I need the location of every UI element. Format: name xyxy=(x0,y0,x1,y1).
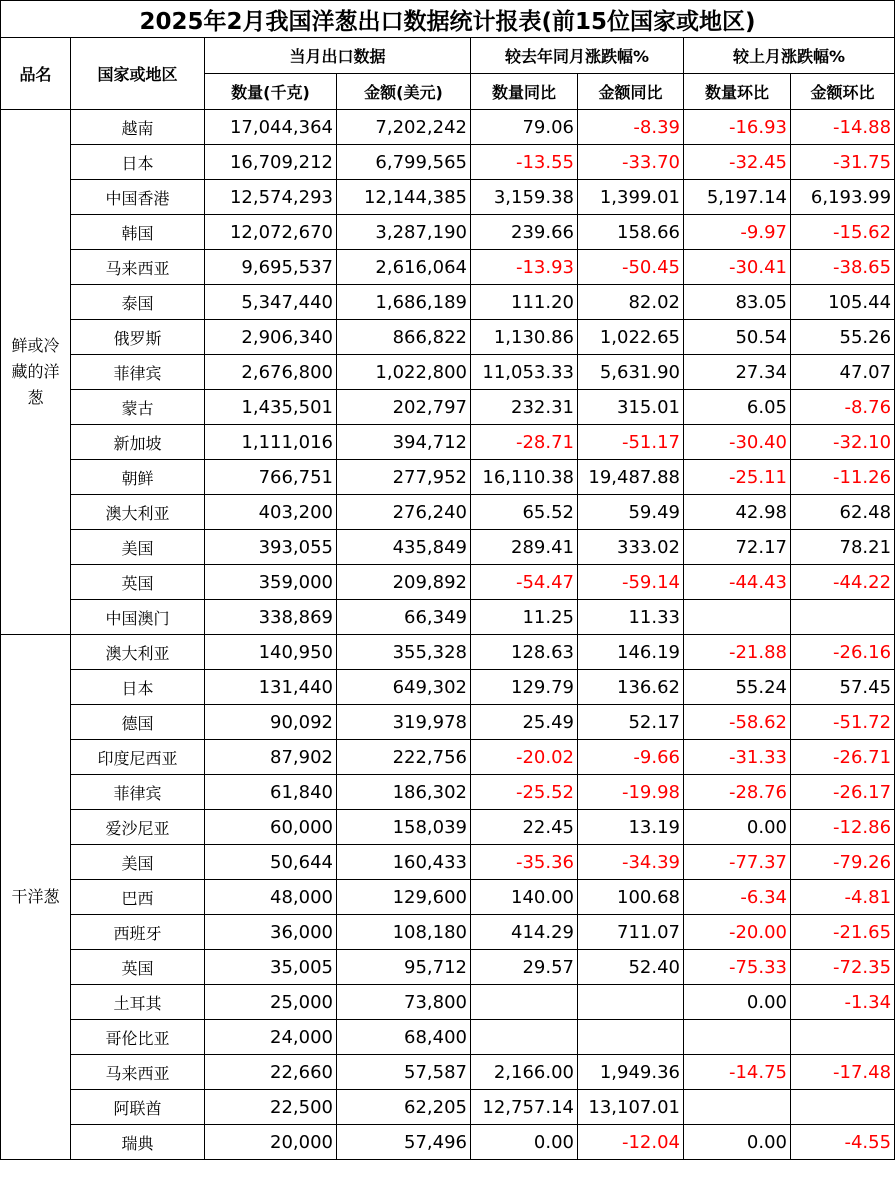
country-cell: 朝鲜 xyxy=(71,460,205,495)
qty-yoy-cell: 11,053.33 xyxy=(471,355,578,390)
amt-yoy-cell: 711.07 xyxy=(578,915,684,950)
table-row xyxy=(1,250,895,285)
amt-yoy-cell xyxy=(578,1020,684,1055)
amt-cell: 319,978 xyxy=(337,705,471,740)
amt-mom-cell: 6,193.99 xyxy=(791,180,895,215)
table-row xyxy=(1,845,895,880)
qty-cell: 2,906,340 xyxy=(205,320,337,355)
country-cell: 哥伦比亚 xyxy=(71,1020,205,1055)
table-row xyxy=(1,145,895,180)
table-row xyxy=(1,460,895,495)
qty-mom-cell: -6.34 xyxy=(684,880,791,915)
amt-mom-cell: -79.26 xyxy=(791,845,895,880)
country-cell: 蒙古 xyxy=(71,390,205,425)
qty-cell: 403,200 xyxy=(205,495,337,530)
amt-cell: 2,616,064 xyxy=(337,250,471,285)
qty-mom-cell: -28.76 xyxy=(684,775,791,810)
amt-yoy-cell: 1,949.36 xyxy=(578,1055,684,1090)
qty-yoy-cell: -20.02 xyxy=(471,740,578,775)
table-row xyxy=(1,495,895,530)
table-row xyxy=(1,880,895,915)
qty-mom-cell: 0.00 xyxy=(684,810,791,845)
qty-yoy-cell: -25.52 xyxy=(471,775,578,810)
country-cell: 巴西 xyxy=(71,880,205,915)
amt-yoy-cell: -50.45 xyxy=(578,250,684,285)
amt-cell: 6,799,565 xyxy=(337,145,471,180)
qty-yoy-cell xyxy=(471,985,578,1020)
country-cell: 美国 xyxy=(71,530,205,565)
qty-yoy-cell: 1,130.86 xyxy=(471,320,578,355)
country-cell: 德国 xyxy=(71,705,205,740)
amt-yoy-cell: 158.66 xyxy=(578,215,684,250)
qty-cell: 2,676,800 xyxy=(205,355,337,390)
qty-cell: 5,347,440 xyxy=(205,285,337,320)
qty-cell: 24,000 xyxy=(205,1020,337,1055)
qty-mom-cell: 50.54 xyxy=(684,320,791,355)
header-yoy: 较去年同月涨跌幅% xyxy=(471,38,684,74)
header-amount-mom: 金额环比 xyxy=(791,74,895,110)
amt-mom-cell: -12.86 xyxy=(791,810,895,845)
amt-mom-cell: -26.17 xyxy=(791,775,895,810)
country-cell: 菲律宾 xyxy=(71,775,205,810)
amt-cell: 129,600 xyxy=(337,880,471,915)
qty-yoy-cell: -28.71 xyxy=(471,425,578,460)
amt-cell: 394,712 xyxy=(337,425,471,460)
amt-yoy-cell: -34.39 xyxy=(578,845,684,880)
amt-cell: 435,849 xyxy=(337,530,471,565)
header-quantity: 数量(千克) xyxy=(205,74,337,110)
amt-cell: 866,822 xyxy=(337,320,471,355)
country-cell: 马来西亚 xyxy=(71,250,205,285)
amt-yoy-cell: 52.40 xyxy=(578,950,684,985)
qty-mom-cell: -44.43 xyxy=(684,565,791,600)
table-row xyxy=(1,390,895,425)
qty-mom-cell: -30.40 xyxy=(684,425,791,460)
amt-mom-cell: -32.10 xyxy=(791,425,895,460)
country-cell: 马来西亚 xyxy=(71,1055,205,1090)
amt-cell: 62,205 xyxy=(337,1090,471,1125)
qty-mom-cell: -77.37 xyxy=(684,845,791,880)
amt-yoy-cell: -51.17 xyxy=(578,425,684,460)
country-cell: 中国香港 xyxy=(71,180,205,215)
qty-mom-cell: 27.34 xyxy=(684,355,791,390)
country-cell: 中国澳门 xyxy=(71,600,205,635)
qty-cell: 131,440 xyxy=(205,670,337,705)
amt-cell: 1,022,800 xyxy=(337,355,471,390)
table-row xyxy=(1,1125,895,1160)
amt-mom-cell: -72.35 xyxy=(791,950,895,985)
country-cell: 新加坡 xyxy=(71,425,205,460)
qty-cell: 35,005 xyxy=(205,950,337,985)
qty-cell: 1,111,016 xyxy=(205,425,337,460)
amt-cell: 222,756 xyxy=(337,740,471,775)
table-body xyxy=(1,110,895,1160)
amt-cell: 1,686,189 xyxy=(337,285,471,320)
country-cell: 瑞典 xyxy=(71,1125,205,1160)
header-country: 国家或地区 xyxy=(71,38,205,110)
table-row xyxy=(1,950,895,985)
amt-cell: 66,349 xyxy=(337,600,471,635)
amt-mom-cell: 62.48 xyxy=(791,495,895,530)
qty-cell: 50,644 xyxy=(205,845,337,880)
country-cell: 爱沙尼亚 xyxy=(71,810,205,845)
qty-yoy-cell: 128.63 xyxy=(471,635,578,670)
qty-mom-cell: -32.45 xyxy=(684,145,791,180)
amt-yoy-cell xyxy=(578,985,684,1020)
qty-mom-cell: -75.33 xyxy=(684,950,791,985)
country-cell: 西班牙 xyxy=(71,915,205,950)
table-row xyxy=(1,670,895,705)
qty-mom-cell: 83.05 xyxy=(684,285,791,320)
table-row xyxy=(1,215,895,250)
table-row xyxy=(1,565,895,600)
table-row xyxy=(1,915,895,950)
table-row xyxy=(1,740,895,775)
product-category: 干洋葱 xyxy=(1,635,71,1160)
amt-mom-cell xyxy=(791,1090,895,1125)
amt-cell: 12,144,385 xyxy=(337,180,471,215)
qty-yoy-cell: -54.47 xyxy=(471,565,578,600)
country-cell: 俄罗斯 xyxy=(71,320,205,355)
qty-cell: 9,695,537 xyxy=(205,250,337,285)
header-quantity-mom: 数量环比 xyxy=(684,74,791,110)
qty-cell: 20,000 xyxy=(205,1125,337,1160)
qty-mom-cell: -58.62 xyxy=(684,705,791,740)
amt-cell: 355,328 xyxy=(337,635,471,670)
amt-cell: 95,712 xyxy=(337,950,471,985)
table-row xyxy=(1,775,895,810)
qty-mom-cell: -20.00 xyxy=(684,915,791,950)
qty-yoy-cell: 25.49 xyxy=(471,705,578,740)
amt-yoy-cell: 13.19 xyxy=(578,810,684,845)
country-cell: 印度尼西亚 xyxy=(71,740,205,775)
amt-cell: 160,433 xyxy=(337,845,471,880)
header-mom: 较上月涨跌幅% xyxy=(684,38,895,74)
qty-yoy-cell: 29.57 xyxy=(471,950,578,985)
qty-mom-cell: -9.97 xyxy=(684,215,791,250)
qty-cell: 22,500 xyxy=(205,1090,337,1125)
amt-cell: 276,240 xyxy=(337,495,471,530)
qty-yoy-cell: 129.79 xyxy=(471,670,578,705)
amt-yoy-cell: 5,631.90 xyxy=(578,355,684,390)
qty-yoy-cell: 111.20 xyxy=(471,285,578,320)
amt-mom-cell: -17.48 xyxy=(791,1055,895,1090)
qty-mom-cell: 72.17 xyxy=(684,530,791,565)
table-row xyxy=(1,320,895,355)
product-category: 鲜或冷藏的洋葱 xyxy=(1,110,71,635)
amt-mom-cell: -31.75 xyxy=(791,145,895,180)
amt-mom-cell: -21.65 xyxy=(791,915,895,950)
qty-yoy-cell: 16,110.38 xyxy=(471,460,578,495)
qty-cell: 12,072,670 xyxy=(205,215,337,250)
table-row xyxy=(1,600,895,635)
qty-cell: 393,055 xyxy=(205,530,337,565)
country-cell: 美国 xyxy=(71,845,205,880)
amt-mom-cell: 47.07 xyxy=(791,355,895,390)
amt-mom-cell: -8.76 xyxy=(791,390,895,425)
amt-yoy-cell: 19,487.88 xyxy=(578,460,684,495)
amt-yoy-cell: 59.49 xyxy=(578,495,684,530)
table-row xyxy=(1,810,895,845)
amt-yoy-cell: -12.04 xyxy=(578,1125,684,1160)
qty-yoy-cell: 79.06 xyxy=(471,110,578,145)
country-cell: 土耳其 xyxy=(71,985,205,1020)
qty-mom-cell: 5,197.14 xyxy=(684,180,791,215)
amt-yoy-cell: 1,399.01 xyxy=(578,180,684,215)
table-row xyxy=(1,425,895,460)
country-cell: 越南 xyxy=(71,110,205,145)
qty-cell: 12,574,293 xyxy=(205,180,337,215)
amt-mom-cell: 78.21 xyxy=(791,530,895,565)
qty-cell: 90,092 xyxy=(205,705,337,740)
qty-mom-cell: -25.11 xyxy=(684,460,791,495)
amt-mom-cell: -4.81 xyxy=(791,880,895,915)
qty-yoy-cell: 11.25 xyxy=(471,600,578,635)
qty-mom-cell: -21.88 xyxy=(684,635,791,670)
table-row xyxy=(1,1055,895,1090)
amt-cell: 202,797 xyxy=(337,390,471,425)
amt-yoy-cell: 52.17 xyxy=(578,705,684,740)
qty-yoy-cell: 12,757.14 xyxy=(471,1090,578,1125)
amt-yoy-cell: 333.02 xyxy=(578,530,684,565)
header-current-month: 当月出口数据 xyxy=(205,38,471,74)
amt-cell: 158,039 xyxy=(337,810,471,845)
qty-yoy-cell: 3,159.38 xyxy=(471,180,578,215)
qty-yoy-cell: 65.52 xyxy=(471,495,578,530)
amt-yoy-cell: 136.62 xyxy=(578,670,684,705)
qty-cell: 36,000 xyxy=(205,915,337,950)
qty-yoy-cell: -13.93 xyxy=(471,250,578,285)
table-row xyxy=(1,1090,895,1125)
country-cell: 菲律宾 xyxy=(71,355,205,390)
amt-mom-cell: -1.34 xyxy=(791,985,895,1020)
amt-cell: 68,400 xyxy=(337,1020,471,1055)
qty-mom-cell xyxy=(684,1090,791,1125)
qty-cell: 25,000 xyxy=(205,985,337,1020)
qty-yoy-cell: 239.66 xyxy=(471,215,578,250)
amt-mom-cell: -38.65 xyxy=(791,250,895,285)
amt-mom-cell: -15.62 xyxy=(791,215,895,250)
qty-cell: 87,902 xyxy=(205,740,337,775)
amt-cell: 3,287,190 xyxy=(337,215,471,250)
header-quantity-yoy: 数量同比 xyxy=(471,74,578,110)
country-cell: 阿联酋 xyxy=(71,1090,205,1125)
amt-mom-cell: -44.22 xyxy=(791,565,895,600)
amt-cell: 57,496 xyxy=(337,1125,471,1160)
amt-cell: 73,800 xyxy=(337,985,471,1020)
amt-mom-cell: -26.16 xyxy=(791,635,895,670)
qty-cell: 359,000 xyxy=(205,565,337,600)
qty-cell: 16,709,212 xyxy=(205,145,337,180)
table-row xyxy=(1,985,895,1020)
amt-yoy-cell: -59.14 xyxy=(578,565,684,600)
amt-yoy-cell: 82.02 xyxy=(578,285,684,320)
qty-cell: 60,000 xyxy=(205,810,337,845)
amt-yoy-cell: 13,107.01 xyxy=(578,1090,684,1125)
qty-cell: 22,660 xyxy=(205,1055,337,1090)
qty-mom-cell xyxy=(684,1020,791,1055)
country-cell: 英国 xyxy=(71,950,205,985)
amt-yoy-cell: 1,022.65 xyxy=(578,320,684,355)
amt-yoy-cell: -9.66 xyxy=(578,740,684,775)
amt-yoy-cell: -19.98 xyxy=(578,775,684,810)
qty-cell: 140,950 xyxy=(205,635,337,670)
amt-mom-cell: 55.26 xyxy=(791,320,895,355)
table-title: 2025年2月我国洋葱出口数据统计报表(前15位国家或地区) xyxy=(1,1,895,38)
country-cell: 英国 xyxy=(71,565,205,600)
amt-mom-cell: -4.55 xyxy=(791,1125,895,1160)
table-row xyxy=(1,285,895,320)
amt-cell: 57,587 xyxy=(337,1055,471,1090)
amt-cell: 649,302 xyxy=(337,670,471,705)
table-row xyxy=(1,635,895,670)
amt-yoy-cell: 11.33 xyxy=(578,600,684,635)
qty-yoy-cell: 22.45 xyxy=(471,810,578,845)
qty-yoy-cell: 289.41 xyxy=(471,530,578,565)
country-cell: 澳大利亚 xyxy=(71,495,205,530)
table-row xyxy=(1,180,895,215)
amt-yoy-cell: 315.01 xyxy=(578,390,684,425)
qty-cell: 61,840 xyxy=(205,775,337,810)
table-row xyxy=(1,530,895,565)
table-row xyxy=(1,1020,895,1055)
amt-cell: 7,202,242 xyxy=(337,110,471,145)
amt-cell: 209,892 xyxy=(337,565,471,600)
qty-mom-cell: 55.24 xyxy=(684,670,791,705)
qty-yoy-cell: 0.00 xyxy=(471,1125,578,1160)
qty-cell: 17,044,364 xyxy=(205,110,337,145)
qty-mom-cell: 0.00 xyxy=(684,1125,791,1160)
qty-mom-cell: -16.93 xyxy=(684,110,791,145)
amt-mom-cell: -11.26 xyxy=(791,460,895,495)
amt-yoy-cell: 100.68 xyxy=(578,880,684,915)
qty-cell: 338,869 xyxy=(205,600,337,635)
amt-mom-cell: -14.88 xyxy=(791,110,895,145)
qty-yoy-cell: -13.55 xyxy=(471,145,578,180)
qty-yoy-cell xyxy=(471,1020,578,1055)
amt-cell: 108,180 xyxy=(337,915,471,950)
header-product: 品名 xyxy=(1,38,71,110)
amt-mom-cell: 105.44 xyxy=(791,285,895,320)
qty-yoy-cell: 232.31 xyxy=(471,390,578,425)
qty-mom-cell: -31.33 xyxy=(684,740,791,775)
qty-yoy-cell: 414.29 xyxy=(471,915,578,950)
country-cell: 泰国 xyxy=(71,285,205,320)
amt-mom-cell: -51.72 xyxy=(791,705,895,740)
qty-cell: 766,751 xyxy=(205,460,337,495)
qty-yoy-cell: 2,166.00 xyxy=(471,1055,578,1090)
table-row xyxy=(1,705,895,740)
country-cell: 韩国 xyxy=(71,215,205,250)
amt-mom-cell: 57.45 xyxy=(791,670,895,705)
amt-cell: 277,952 xyxy=(337,460,471,495)
amt-mom-cell: -26.71 xyxy=(791,740,895,775)
amt-yoy-cell: 146.19 xyxy=(578,635,684,670)
qty-mom-cell xyxy=(684,600,791,635)
amt-yoy-cell: -8.39 xyxy=(578,110,684,145)
qty-mom-cell: -30.41 xyxy=(684,250,791,285)
header-amount-yoy: 金额同比 xyxy=(578,74,684,110)
qty-cell: 1,435,501 xyxy=(205,390,337,425)
qty-yoy-cell: -35.36 xyxy=(471,845,578,880)
country-cell: 澳大利亚 xyxy=(71,635,205,670)
table-row xyxy=(1,355,895,390)
amt-mom-cell xyxy=(791,600,895,635)
amt-mom-cell xyxy=(791,1020,895,1055)
amt-cell: 186,302 xyxy=(337,775,471,810)
table-row xyxy=(1,110,895,145)
country-cell: 日本 xyxy=(71,145,205,180)
qty-mom-cell: -14.75 xyxy=(684,1055,791,1090)
qty-yoy-cell: 140.00 xyxy=(471,880,578,915)
qty-mom-cell: 0.00 xyxy=(684,985,791,1020)
qty-mom-cell: 6.05 xyxy=(684,390,791,425)
qty-mom-cell: 42.98 xyxy=(684,495,791,530)
qty-cell: 48,000 xyxy=(205,880,337,915)
header-amount: 金额(美元) xyxy=(337,74,471,110)
country-cell: 日本 xyxy=(71,670,205,705)
amt-yoy-cell: -33.70 xyxy=(578,145,684,180)
